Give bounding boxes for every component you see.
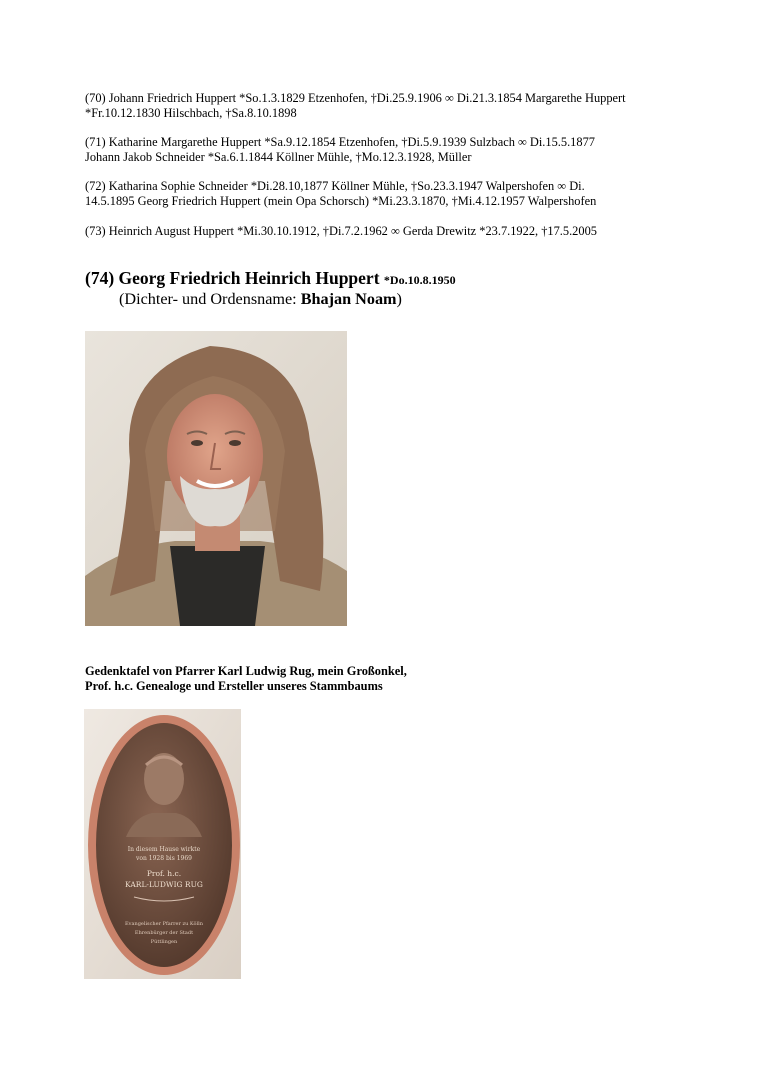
plaque-line: von 1928 bis 1969 [136, 855, 192, 862]
birth-date: *Do.10.8.1950 [383, 273, 456, 287]
caption-line: Prof. h.c. Genealoge und Ersteller unseres Stammbaums [85, 679, 383, 693]
person-heading [85, 268, 456, 290]
plaque-line: Evangelischer Pfarrer zu Kölln [125, 921, 203, 927]
plaque-line: KARL-LUDWIG RUG [125, 880, 203, 889]
person-name: (74) Georg Friedrich Heinrich Huppert [85, 268, 380, 288]
poet-name: Bhajan Noam [300, 290, 397, 308]
entry-line: Johann Jakob Schneider *Sa.6.1.1844 Köllner Mühle, †Mo.12.3.1928, Müller [85, 150, 472, 164]
subtitle-suffix: ) [396, 290, 402, 308]
entry-72 [85, 179, 685, 209]
caption-line: Gedenktafel von Pfarrer Karl Ludwig Rug, mein Großonkel, [85, 664, 407, 678]
memorial-plaque-photo [84, 709, 241, 979]
entry-71 [85, 135, 685, 165]
entry-line: 14.5.1895 Georg Friedrich Huppert (mein Opa Schorsch) *Mi.23.3.1870, †Mi.4.12.1957 Walpershofen [85, 194, 597, 208]
plaque-line: Ehrenbürger der Stadt [134, 930, 194, 936]
entry-line: (70) Johann Friedrich Huppert *So.1.3.1829 Etzenhofen, †Di.25.9.1906 ∞ Di.21.3.1854 Margarethe Huppert [85, 91, 626, 105]
plaque-line: Prof. h.c. [146, 869, 182, 878]
entry-73 [85, 224, 685, 239]
poet-name-line [119, 289, 402, 309]
subtitle-prefix: (Dichter- und Ordensname: [119, 290, 301, 308]
entry-line: (72) Katharina Sophie Schneider *Di.28.10,1877 Köllner Mühle, †So.23.3.1947 Walpershofen ∞ Di. [85, 179, 585, 193]
plaque-caption [85, 664, 407, 694]
entry-line: (71) Katharine Margarethe Huppert *Sa.9.12.1854 Etzenhofen, †Di.5.9.1939 Sulzbach ∞ Di.15.5.1877 [85, 135, 595, 149]
portrait-photo [85, 331, 347, 626]
plaque-line: Püttlingen [150, 939, 178, 945]
entry-line: (73) Heinrich August Huppert *Mi.30.10.1912, †Di.7.2.1962 ∞ Gerda Drewitz *23.7.1922, †17.5.2005 [85, 224, 597, 238]
entry-line: *Fr.10.12.1830 Hilschbach, †Sa.8.10.1898 [85, 106, 297, 120]
entry-70 [85, 91, 685, 121]
plaque-line: In diesem Hause wirkte [127, 846, 201, 853]
